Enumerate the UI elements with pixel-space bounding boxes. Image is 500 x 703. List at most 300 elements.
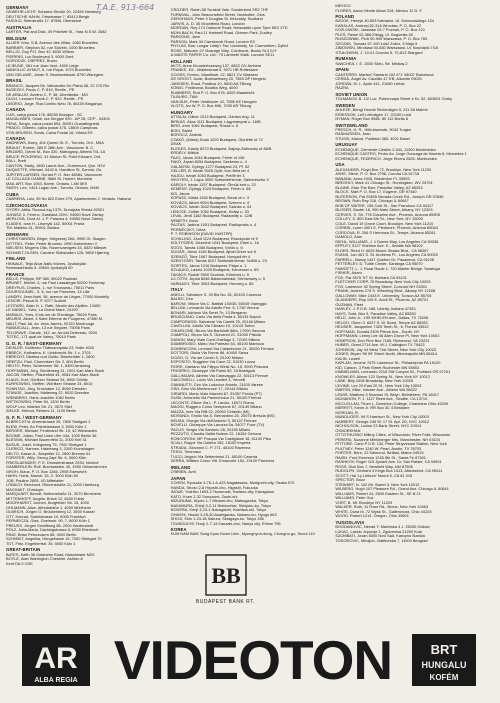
address-entry: SZOZAK, Tomasz 97-100 Łódź Zubrz, 3 Maja 5 bbox=[335, 40, 418, 46]
address-entry: MORGAN, R. bbox=[335, 409, 359, 415]
address-entry: TILBURG, TAM bbox=[170, 94, 198, 100]
country-heading: SOVIET UNION bbox=[335, 91, 368, 97]
address-entry: NEUSA, Giorgio Via dell'Antonio 3, 50122 Firenze bbox=[170, 417, 257, 423]
address-entry: DEISLER, Guillermo Thälmannplatz 23, Halle 4020 bbox=[6, 345, 95, 351]
address-entry: CIAMPOLI, Bruno Via S. Giovanni 21, 51000 Pistoia bbox=[170, 332, 261, 338]
address-entry: LARTER, Pat and Dick, 49 Pritchett St., Yass N.S.W. 2582 bbox=[6, 29, 107, 35]
address-entry: BIRKÁS, Ákos 1111 Budapest, Lágymányosi u. 16/B bbox=[170, 118, 261, 124]
address-entry: ECHENIQUE, Clemente Castillo 2.344, 11300 Montevideo bbox=[335, 146, 436, 152]
address-entry: BELLIO, Guy P.O. Box 42, 6030 Wilbon bbox=[6, 49, 75, 55]
address-entry: DIAMBROSIO, Mario Via Palestro 54, 46100 Mantova bbox=[170, 341, 264, 347]
address-entry: LEVAI, Jenő 1182 Budapest, Radziwitty u. 12/B bbox=[170, 213, 253, 219]
address-entry: MUNDLIGER, 94 S Harrison St., New York City 10003 bbox=[335, 414, 429, 420]
address-entry: AHLEZE, Bengt Hoovik Strömvägen 5, 211 56 Malmö bbox=[335, 107, 428, 113]
address-entry: OTTOTHUSNO Millery Cities, of Wisconsin, River Falls, Wisconsin bbox=[335, 432, 451, 438]
address-entry: SOÓS, Tamás 1056 Budapest, Vörös u. 6 bbox=[170, 244, 243, 250]
address-entry: KARALAS, Andrzej 52-316 Wrocław, P. O. Box 22 bbox=[335, 22, 422, 28]
address-entry: AKTS, Anne Kloosterhuizweg 137, 6822 GV Arnhem bbox=[170, 62, 262, 68]
address-entry: LUIS, caixa postal 176, 88330 Brusque - SC bbox=[6, 111, 83, 117]
address-entry: MOORHARDT, Jochen, Borgfelder Str. 15, 4000 bbox=[6, 500, 90, 506]
address-entry: DEAK bbox=[170, 141, 182, 147]
address-entry: XERRA, William Corso Vitt. Emanuele 154, 29100 Piacenza bbox=[170, 458, 275, 464]
address-entry: BLOCK, Mart P. O. Box 17, Eugene, OR 97440 bbox=[335, 189, 417, 195]
address-entry: CORDOVA, R. 206 S Hermosa St., Tempe, Arizona 85281 bbox=[335, 229, 436, 235]
address-entry: RUSZOWIAK, Piotr 00-900 Warszawa, P. O. Box 765 bbox=[335, 36, 428, 42]
address-entry: INOUE, Yoshiko 1693-2 Tsurumaki, Hadano-city, Kanagawa bbox=[170, 489, 274, 495]
address-entry: GAMBERLEIN, Rolf, Buchwaldstr. 40, 4950 Gelsenkirchen bbox=[6, 464, 107, 470]
address-entry: BULL, Brett bbox=[6, 158, 27, 164]
address-entry: BERGER, Michael, Ferdinand Str. 15, 42 Wiesbaden bbox=[6, 428, 98, 434]
column-1 bbox=[6, 4, 167, 564]
address-entry: CAVELLINI, Adolfo Via Cibrario 10, 10143 Torino bbox=[170, 323, 255, 329]
address-entry: GLANDERS, Roy 109 E. Anvil St., Phoenix, AZ 85701 bbox=[335, 297, 429, 303]
address-entry: PRADO, Gilberto, caixa postal 475, 13600 Campinas bbox=[6, 125, 98, 131]
column-3 bbox=[335, 4, 496, 564]
address-entry: KOVÁCS, Albert 9054 Budapest, Szerem u. 6 bbox=[170, 199, 250, 205]
country-heading: KOREA bbox=[170, 527, 187, 533]
sponsor-logo-row bbox=[18, 629, 488, 691]
address-entry: LUKAC, Laszlo Jzporcje 1, Zgubemsa 21250 Kula bbox=[335, 528, 422, 534]
address-entry: MITTENHOFF, Angela, Brück 12, 6400 Fulda bbox=[6, 495, 84, 501]
address-entry: STANGE, Joachim, Malteweg 22, 8020 Dresden bbox=[6, 390, 90, 396]
address-entry: CABRERA, Luis, 59 No 822 Entre 279, Apartamento 2, Vedado, Habana bbox=[6, 196, 131, 202]
address-entry: WILLIAMS, Peter Gra. bbox=[335, 495, 375, 501]
address-entry: FRIGERIO, Giuseppe Via Parini 50, 18 Bastigola bbox=[170, 368, 255, 374]
address-entry: BARONI, Vittore Via C. Battisti 130/30, 55049 Viareggio bbox=[170, 300, 267, 306]
address-entry: NYMAN, Roger Box 9086, 80 112 Borås 8 bbox=[335, 116, 408, 122]
address-entry: HOFFMANN, Jörg, Siedlerweg 31, 1901 Karl-Marx-Stadt bbox=[6, 367, 104, 373]
address-entry: WHITE, Dona M. 72 Wysk St., Gallenwood, Ohio 44103 bbox=[335, 508, 432, 514]
address-entry: CLERICO, Hannes, Halenweg 3, 2300 Kronshagen bbox=[6, 446, 95, 452]
address-entry: LÖBACH, Bernhard, Rinnenstraße 21, 2000 Hamburg bbox=[6, 482, 99, 488]
address-columns bbox=[6, 4, 496, 564]
country-heading: IRELAND bbox=[170, 464, 191, 470]
address-entry: MCCLELLAN, Thom L. Dominion College, Chambers Ohio 43209 bbox=[335, 400, 449, 406]
address-entry: LE COLLAGE DAMNÉ, 3660 St. Hubert, Montréal bbox=[6, 176, 93, 182]
address-entry: GREFZU, Paul, Chemnitzer Str. 2, 804 Berlin bbox=[6, 358, 84, 364]
address-entry: PORTER, Bern, 22 Salmond, Belfast, Maine 04915 bbox=[335, 450, 424, 456]
address-entry: SUGÁR, János 1146 Budapest, Ajtósi Dürer sor 6 bbox=[170, 249, 257, 255]
address-entry: TODOROVIC, Miroljub, Zlatiborska 7, 11000 Beograd bbox=[335, 537, 428, 543]
address-entry: BONARI, Adriano Via Seret 7b, 13 Bergamo bbox=[170, 309, 247, 315]
address-entry: MEXICO bbox=[335, 3, 351, 8]
address-entry: KATO, Koen 2-32 Sonozumi, Zushi-shi bbox=[170, 493, 238, 499]
address-entry: BOB OF WATER, 155 Cole St., San Francisco CA 94117 bbox=[335, 202, 434, 208]
address-entry: HAJDU, István 1053 Budapest, Petőfi tér 3 bbox=[170, 172, 245, 178]
address-entry: JUHASZ, Il. Ferenc, Gardlaká 20/VI, 94060 Nové Zámky bbox=[6, 211, 104, 217]
address-entry: MERLOVA, Dora Al. J. P. Palacka 4, 94050 Nové Zámky bbox=[6, 216, 104, 222]
address-entry: HAYS, Todd, Box 9, Paradise Valley, AZ 85253 bbox=[335, 310, 416, 316]
address-entry: FISHER, Adam bbox=[335, 270, 362, 276]
address-entry: JONES, Bryan '96 99' Street North, Minneapolis MN 55414 bbox=[335, 351, 437, 357]
address-entry: HINNALE, Teija Alvar Aalto Munes, Jyväskylän bbox=[6, 260, 87, 266]
address-entry: GYÖRY, Attila, Ruzova lúg 1370, Dunajská Streda 92901 bbox=[6, 207, 105, 213]
address-entry: PARSONS, Jane bbox=[170, 34, 201, 39]
address-entry: FLETCHER CORP, 76 Broadway, New York City 10003 bbox=[335, 279, 431, 285]
address-entry: LENCSE, Zoltán 1052 Budapest, Királyi u. 33 bbox=[170, 208, 249, 214]
address-entry: CROZIER, Robin 58 Tunstall Vale, Sunderland SR2 7HF bbox=[170, 7, 269, 12]
address-entry: TOTEC, 171 quai de Valmy, 75010 Paris bbox=[6, 334, 76, 340]
address-entry: DELTO, Kasse A., Abspeller 12, 2800 Bremen 61 bbox=[6, 450, 91, 456]
country-heading: BELGIUM bbox=[6, 35, 27, 41]
address-entry: TSUBOUCHI, Teruji 2-7-14 Kanzaki-cho, Nanyo city, Ehime 795 bbox=[170, 520, 281, 526]
address-entry: KLADEK, Ivan H., Litomyšl 142, 50001 Praha bbox=[6, 220, 85, 226]
address-entry: BUTERSON, Pat 20455 Nevada Creek Rd., Joseph OR 97846 bbox=[335, 193, 444, 199]
address-entry: PLEŚ, Pawel 02-366 Elbląg, Ul. Bogumiła 49 bbox=[335, 31, 413, 37]
address-entry: EBRECHT, Martina und Guido, Bösebrüder 1, 2800 bbox=[6, 354, 95, 360]
country-heading: BRASIL bbox=[6, 78, 23, 84]
hungalu-kofem-logo bbox=[410, 632, 478, 688]
address-entry: A WASTE PAPER Co. Ltd.: 75 Lambeth Walk, London SE11 bbox=[170, 52, 275, 57]
address-entry: GIANNUTTI, Ciro Via Ludovico Ariosto, 21100 Varese bbox=[170, 381, 264, 387]
country-heading: HUNGARY bbox=[170, 109, 193, 115]
address-entry: GUIDI, Antonella Via Pantechnion 21, 50100 Firenze bbox=[170, 395, 262, 401]
country-heading: HOLLAND bbox=[170, 58, 193, 64]
country-heading: GREAT-BRITAIN bbox=[6, 547, 41, 553]
address-entry: P. T. ROBINSON (DAVID HUNTER) bbox=[170, 231, 233, 237]
address-entry: FAJÓ, János 1044 Budapest, Fehér út 108 bbox=[170, 154, 245, 160]
address-entry: WIENBERG, Hans-Joachim 1062 Berlin bbox=[6, 394, 75, 400]
address-entry: TAKÁCS, Rudolf 3900 Szolnok, Kőmíves u. 5 bbox=[170, 271, 249, 277]
address-entry: PULTNEY, Peter 1240 W. Pearl, Austin, TX 78703 bbox=[335, 445, 422, 451]
country-heading: ITALY bbox=[170, 287, 183, 293]
address-entry: SZOMBATI, Jovan 5000 Novi Sad, Kanopta Stanića bbox=[335, 533, 425, 539]
address-entry: FAKÓ, Árpád 8054 Budapest, Szekeres u. 4 bbox=[170, 159, 247, 165]
address-entry: FARRELL, Nancy 1447 Quebec Dr, Pasadena, CA 91106 bbox=[335, 256, 434, 262]
address-entry: SCHMIDT-OLSEN, Caroline Skibshallen 126, 9800 Hjørring bbox=[6, 249, 109, 255]
address-entry: CHRISTIANSEN, Birger, Helgesvej 26A, 9990 Gl. Skagen bbox=[6, 236, 106, 242]
address-entry: STEWART, N. 102 Mt. Sweet 3, New York 10012 bbox=[335, 481, 420, 487]
videoton-logo: VIDEOTON bbox=[113, 629, 393, 691]
address-entry: CANTERRS, Marisol 'Santarin 102 6°1' 08007 Barcelona bbox=[335, 71, 434, 77]
address-entry: ESPOSITO, Ruggiero Via Cave 22, 51030 Lucca bbox=[170, 359, 256, 365]
address-entry: SCHMIDT, Angelika, Hüngstrasse 15, 7000 Stuttgart 70 bbox=[6, 536, 102, 542]
address-entry: HELD, John Jr., 199 WHELEN ave., Dallas, TX 75206 bbox=[335, 315, 429, 321]
address-entry: PÖLZ, Jutta-Maria, Dachingstrasse 8, 6930 Eberbach bbox=[6, 527, 99, 533]
address-entry: ECHENIQUE, FEDERICO, Jorge Rivera 2625, Montevideo bbox=[335, 155, 437, 161]
address-entry: DUQUETTE, Michael, 5442 A. Hamilton St, Sonnia, On. bbox=[6, 167, 103, 173]
address-entry: RAZRA bbox=[335, 85, 349, 91]
address-entry: SZIRTES, János 1016 Budapest, Pálya u. 1 bbox=[170, 262, 247, 268]
address-entry: MAIL ART, Box 1053, Barrie, Ontario, L4M 5E9 bbox=[6, 180, 87, 186]
address-entry: HAHN, Horst, Maxstr. 15, 2. 3000 Köln 60 bbox=[6, 473, 79, 479]
address-entry: RONCORONI, MP Pasqua Via Castigliane 16, 51100 Pisa bbox=[170, 435, 271, 441]
address-entry: CANTON, Marty, 1650 Laurie Ave., Outremont, Que. H2V bbox=[6, 162, 106, 168]
address-entry: BOYLE, Alan Warrington Cheshire, Ashton 8 bbox=[6, 556, 83, 562]
address-entry: LIBÓRIO, Jorge, Rua Coelho Neto 78, 86100 Bragança bbox=[6, 100, 102, 106]
address-entry: TESSI, Tommaso bbox=[170, 449, 201, 455]
address-entry: WITTKOWSKI, Peter 54, 1200 Berlin bbox=[6, 399, 70, 405]
address-entry: GIACOMELLI, Lucio Via Leontini 4, Vercelli bbox=[170, 377, 246, 383]
address-entry: KAPLAN, Jerome 7675 Lawrence St., Philadelphia PA 19120 bbox=[335, 360, 441, 366]
address-entry: CZAKÓ, (Mária) Dodo 1020 Budapest, Gloriette út 72 bbox=[170, 136, 263, 142]
address-entry: BLOSER, Buster 18, 990 Main Street, Albany, NY 12303 bbox=[335, 207, 433, 213]
address-entry: HELGO, Glenn 3. 8027 S. W. Borst, Tempe AZ 85283 bbox=[335, 319, 428, 325]
address-entry: GALLOWAY, Mike 1443 E. University, Tucson AZ 85705 bbox=[335, 292, 432, 298]
address-entry: KOVÁCS, István 3042 Budapest, Szánko u. 61 bbox=[170, 204, 252, 210]
address-entry: BALBO, Ciro bbox=[170, 296, 193, 302]
address-entry: HEUSER, Jacqueline 7325 Tenth St., 6, Florida 33612 bbox=[335, 324, 429, 330]
address-entry: GROH, Klaus, P. O. Box 1286, 2905 Edewecht bbox=[6, 468, 87, 474]
address-entry: FRIESLAENDER, P. E. Drosslerstrasse 2934, Neuhof bbox=[6, 459, 99, 465]
address-entry: GINI, Gino Via Montecroce 17, 20144 Milano bbox=[170, 386, 249, 392]
address-entry: ELDER, Reed H. 6025 Mount Shasta Blvd., CA 96067 bbox=[335, 247, 429, 253]
address-entry: JANSSEN, Ruud, Postbus 10, 5000 AA Tilburg bbox=[170, 80, 252, 86]
address-entry: DITTFIEL, Peter, Peder Bruunsv. 1990 København V bbox=[6, 240, 98, 246]
address-entry: LENOIR, Pascal B. P. 6077 Audroit bbox=[6, 298, 67, 304]
address-entry: BELLE, Philippe, BP 380, 59022 Roubaix bbox=[6, 275, 78, 281]
address-entry: HEGYESI, J. Lajos 3000 Székesfehérvár, Sárkeresztúr 3 bbox=[170, 177, 269, 183]
address-entry: VAN GELUWE, Johan S. Broekartstraat, 8790 Waregem bbox=[6, 71, 104, 77]
country-heading: USA bbox=[335, 162, 345, 168]
address-entry: BARBIER, Stephan 52, rue Sülvéin, 1000 Bruxelles bbox=[6, 44, 95, 50]
address-entry: PENA, Sergio, caixa postal 894, 80001 Guaratinguetá bbox=[6, 120, 100, 126]
address-entry: Kent DA 0 OXE bbox=[6, 560, 33, 566]
country-heading: SWEDEN bbox=[335, 102, 355, 108]
address-entry: STUŁOWSKI, J. 10-01 Gorzów 5, 70-813 Stargard bbox=[335, 49, 423, 55]
address-entry: UJ-TÓTH, Árpád 8046 Balatonalmádi, Vörösmarty u. 5 bbox=[170, 276, 265, 282]
country-heading: G. D. R. / EAST-GERMANY bbox=[6, 340, 63, 346]
country-heading: CZECHOSLOVAKIA bbox=[6, 202, 48, 208]
address-entry: VON BRUSEN, Sonia, Caixa Postal 16, Vitória ES bbox=[6, 129, 93, 135]
address-entry: TOT, Fritz, Engelbertstr. 39, 5000 Köln 1 bbox=[6, 540, 76, 546]
address-entry: OSNORKHAN bbox=[335, 427, 361, 433]
country-heading: YUGOSLAVIA bbox=[335, 519, 365, 525]
address-entry: VARNAGY, Tibor 3053 Budapest, Herczeg u. 85 bbox=[170, 280, 254, 286]
address-entry: ALBRECHT/d, Ahrenstrasse 25, 7800 Stuttgart 1 bbox=[6, 419, 91, 425]
address-entry: MACHAKT, Christoph bbox=[6, 486, 44, 492]
address-entry: SZLAUKO, László 1025 Budapest, Kemecsei u. 69 bbox=[170, 267, 259, 273]
address-entry: RING, Brian Petrusvaern 88, 4000 Berlin bbox=[6, 531, 77, 537]
address-entry: WOOD, Robert 1214, Oregon, Ohio 45601 bbox=[335, 513, 409, 519]
address-entry: FRANK, Andrew 278 S. Wheeling Blvd., Albany NY 12208 bbox=[335, 288, 436, 294]
country-heading: RUMANIA bbox=[335, 56, 357, 62]
address-entry: BOROCZ, András bbox=[170, 132, 202, 138]
address-entry: NEMETH, Ilona bbox=[170, 217, 198, 223]
address-entry: MAGGI, Ruggero Corso Sempione 67, 20149 Milano bbox=[170, 404, 262, 410]
address-entry: RUDOLPH, Gerhard 4 Kings Box 1413, Abbotsford, CA 95411 bbox=[335, 468, 443, 474]
address-entry: PHYLAS, Burr Lungar Lletty'r Twr, Llanboidy, Nr. Carmarthen, Dyfed bbox=[170, 43, 288, 48]
address-entry: BLAINE, Elan The Barr, Paradise Valley, AZ 85253 bbox=[335, 184, 423, 190]
address-entry: MIZUNUMA, Kiyoto 1-7 Minami-cho, Matsugaoka, Tokyo bbox=[170, 498, 269, 504]
address-entry: CORBIN, Loren 4001 E. Piedmont, Phoenix, Arizona 85044 bbox=[335, 225, 438, 231]
country-heading: GERMANY bbox=[6, 5, 29, 10]
address-entry: MARQUART, Berndt, Nelkenstraße 11, 3070 Bensheim bbox=[6, 491, 102, 497]
address-entry: FÖRSTER, Willy, Georg Zapf Str. 6, 5000 Köln bbox=[6, 455, 87, 461]
address-entry: JUPITER-LARSEN, Gerald P. O. Box 46584, Vancouver bbox=[6, 171, 103, 177]
address-entry: ROSE, Malcolm 22 Vicarage Way, Colnbrook, Bucks SL3 0JY bbox=[170, 47, 277, 53]
address-entry: TUCCI, Angelo Via Settembrini 21, 85100 Caserta bbox=[170, 453, 258, 459]
address-entry: KALIN, Lowell bbox=[335, 355, 360, 361]
country-heading: SPAIN bbox=[335, 67, 349, 73]
address-entry: BEEGHLY, Mark 41 Chicago St., Huntingdon, WV 25701 bbox=[335, 180, 433, 186]
address-entry: FAWCETT, L. J. Rural Route 1, 720 Mahler Bridge, Saratoga bbox=[335, 265, 440, 271]
address-entry: ECHENIQUE CASTRO, Pedro Av. Jorge Gonzaga de Haceta 8, Mercedes 1 bbox=[335, 151, 467, 157]
address-entry: KUM NAM BAIK Sung Kyun Kwan Univ., Myungnyun-dong, Chongno-gu, Seoul 110 bbox=[170, 531, 315, 537]
address-entry: WILLIAMS, Robert 24, 2500 Eastern St., SE ill 21 bbox=[335, 490, 421, 496]
address-entry: ZIELKE, Helmut, Reiners 11, 1100 Berlin bbox=[6, 408, 77, 414]
address-entry: DANON, Mary Viale Corsi Gaelago 3, 72100 Milano bbox=[170, 336, 260, 342]
address-entry: FIORE, Gaetano Via Filippo Winkl No. 15, 9000 Pescara bbox=[170, 363, 269, 369]
address-entry: KÁROLY, István 1157 Budapest, Ölmük kert u. 22 bbox=[170, 181, 256, 187]
address-entry: GIRARDI, Mario Viale Mazzini 67, 51057 Porcia (PT) bbox=[170, 390, 262, 396]
svg-text:ALBA REGIA: ALBA REGIA bbox=[34, 677, 78, 684]
address-entry: PERERA, Suzanne Mintzberger Mrs. Manchester, NH 03104 bbox=[335, 436, 441, 442]
address-entry: BLEW, Peter, An Paintelstrasse 3, 5000 Köln 1 bbox=[6, 423, 87, 429]
address-entry: LE DANIEL, Yves, La Grand Mare, 24190 bbox=[6, 307, 78, 313]
address-entry: PITTORE, Carlo P.O.B. 132, Peter Stuyvesant Station, New York bbox=[335, 441, 447, 447]
country-heading: CANADA bbox=[6, 107, 26, 113]
address-entry: MCMAHON, P. J. 1127 Reed Ave., Seattle, CA 13710 bbox=[335, 396, 428, 402]
address-entry: RAISH, Fred Emerson 1245 8th St., Santa Fe 87501 bbox=[335, 454, 426, 460]
address-entry: KOZLOWSKI, Jaroslaw 03-7 Poznań, P. O. Box 121 bbox=[335, 27, 426, 33]
address-entry: SMITH, Lee, 1424 Logan Ave., Toronto, Ontario, M4M bbox=[6, 185, 99, 191]
address-entry: MORANDI, Emilio Via S. Bernardino 25, 20075 Brescia (BS) bbox=[170, 413, 275, 419]
address-entry: TOLMANOV, B. 1/2 Loc. Poklonnaya Street 4 Kv. 52, 603001 Gorky bbox=[335, 96, 453, 102]
address-entry: EVANS, Jan 461 S. St. Andrews Pl., Los Angeles CA 90020 bbox=[335, 252, 439, 258]
address-entry: MÜHLBACH, Paul 11 Hartwell Road, Gtxwen Park, Dudley bbox=[170, 29, 272, 35]
address-entry: BRUNET, Michel, 4, rue Paul Lassalegal 92200 Fontenay bbox=[6, 280, 105, 286]
address-entry: DUCH, Leonard Frank C. P. 922, Recife - PE bbox=[6, 96, 84, 102]
address-entry: OHLMANN, Alice, Alfredstraße 1, 4000 Mühlheim bbox=[6, 504, 91, 510]
address-entry: OTT, Konrad, Sobelstrasse 10, 6000 Frankfurt bbox=[6, 513, 86, 519]
address-entry: WALKER, Ruth, 11 Ross Rd., Bronx, New York 10463 bbox=[335, 504, 429, 510]
address-entry: GERGHADS, Peter 3 Douglas St, Kirkcaldy, Scotland bbox=[170, 16, 263, 21]
address-entry: VORT, B. Mt. Brooklyn NY 11229 bbox=[335, 499, 393, 505]
address-entry: GELLÉR, B. István 9025 Győr, Kun Béla tér 4 bbox=[170, 168, 250, 174]
address-entry: PREUSS, Jürgen Schriftweg 85, 2000 Harderstadt bbox=[6, 522, 93, 528]
svg-text:BB: BB bbox=[210, 563, 241, 588]
address-entry: DOTTORI, Giulia Via Fiume 88, 40400 Siena bbox=[170, 350, 249, 356]
address-entry: FURNIVAL, John Beaconsfield Street, Newbottle, Glos. bbox=[170, 11, 266, 17]
address-entry: MERRITT, Kevin Jr. RR Box 3C 4 Brisbane bbox=[335, 405, 410, 411]
address-entry: NARBERT, George 249 W. 17 St. Apt. 2D, NYC 10012 bbox=[335, 418, 430, 424]
address-entry: SONNTAG, Jörg, Kroshaker 12, 8060 Dresden bbox=[6, 385, 87, 391]
address-entry: CAMPORASSI, Salvatore Via Caretti 25, 20148 Milano bbox=[170, 318, 266, 324]
sponsor-logo bbox=[178, 553, 273, 619]
address-entry: HOMPSON, Don Pine Box 7185, Richmond, VA 23221 bbox=[335, 337, 430, 343]
address-entry: OHASHI, Haruki 3-25-40 Asahigaoka, Nakano-ku, Hyogo 663 bbox=[170, 511, 277, 517]
address-entry: BUSUS, Josef, Kriegsweg 79, 7000 Stuttgart 1 bbox=[6, 441, 87, 447]
address-entry: BANANA, Anna 1945, Bradenton FL 33505 bbox=[335, 175, 410, 181]
address-entry: NANKILLIC AYMUT, 5, rue Royal, 1070 Bruxelles bbox=[6, 67, 91, 73]
address-entry: COLLEY, S. 800 East 6th St., New York, NY 10009 bbox=[335, 216, 423, 222]
country-heading: SWITZERLAND bbox=[335, 122, 368, 128]
address-entry: HOFFMANN, Lenny Lee 46 Allen Grove Pl, New York 10003 bbox=[335, 333, 440, 339]
address-entry: FOX, Lawrence 30 Spring Street, Concord NH 03301 bbox=[335, 283, 428, 289]
svg-text:BRT: BRT bbox=[430, 642, 458, 657]
address-entry: ALLIER Yves, S.B. Avenue des Villas, 1060 Bruxelles bbox=[6, 40, 98, 46]
svg-text:AR: AR bbox=[34, 642, 78, 675]
address-entry: CHIARLONE, Bruno Via Bartolotti 88/a, 17000 Savona bbox=[170, 327, 265, 333]
address-entry: NAUT, Paul Jal. Av. Jean Jaurès, 92120 Montrouge bbox=[6, 320, 95, 326]
address-entry: GALÁNTAI, György 1277 Budapest 23, Pf. 52 bbox=[170, 163, 250, 169]
address-entry: ATTALAI, Gábor 1013 Budapest, Gárdos ring. 11 bbox=[170, 114, 255, 120]
address-entry: RABASCALL, Jean, 13 rue Séguier, 75006 Paris bbox=[6, 325, 90, 331]
address-entry: FRANKE, Ed., Ullakinstraat 6, 3071 HB Rotterdam bbox=[170, 67, 258, 73]
address-entry: MAGALHÃES, Odair, rua Sergipe 920 - AP 26, CEP - 04303 bbox=[6, 116, 110, 122]
address-entry: VLOTS, Ivo W. P. O. Box 696, 7000 AR Tilburg bbox=[170, 103, 252, 109]
country-heading: CUBA bbox=[6, 191, 19, 197]
address-entry: PAJTAS, Jadrius 1051 Budapest, Radiópusta u. 4 bbox=[170, 222, 257, 228]
address-entry: LEVINE, Lev 20 East 20 St., New York City 10003 bbox=[335, 382, 422, 388]
address-entry: GALLINGANI, Alberto Via Caravaggio 22, 50113 Firenze bbox=[170, 372, 269, 378]
country-heading: FINLAND bbox=[6, 256, 26, 262]
address-entry: COHEN, Ryosuke 3-76-1 A-423 Nagatasuka, Moriguchi-city, Osaka 570 bbox=[170, 480, 295, 486]
address-entry: NOVELLI, Giuseppe Via Laruzza 5a, 34077 Foce (TV) bbox=[170, 422, 265, 428]
address-entry: MARAUX, Yves, 8 bis rue de l'Ermitage, 78620 Paris bbox=[6, 311, 97, 317]
address-entry: SANCHEA, I. E. 2400 Sibiu, Str. Mediaş 2 bbox=[335, 60, 408, 66]
address-entry: PERNEICZA, Gisa, Goelmstr. 90, 7, 8000 Köln 1 bbox=[6, 518, 90, 524]
address-entry: KOPASZ, Márta 1165 Budapest, Bóvai út u. 3 bbox=[170, 195, 250, 201]
address-entry: FOX, Pat 3575 '97' St. Barbara CA 93101 bbox=[335, 274, 407, 280]
address-entry: JARVIS, A. D. 30 Mountfield Road, London bbox=[170, 20, 245, 26]
address-entry: JACOB, Steffen, Pfauenfeld 44, 9054 Karl-Marx-Stadt bbox=[6, 372, 99, 378]
address-entry: MORGAN, Roy 174 Osborne Road, Newcastle upon Tyne NE2 2TD bbox=[170, 25, 288, 30]
address-entry: CERDÁ, Ángel Av. Caudillo 47 5'B, Alicante 03001 bbox=[335, 76, 423, 82]
address-entry: KIMMELMAN, Leonardo 2218 SW Canyon Bl., Portland OR 97201 bbox=[335, 369, 451, 375]
address-entry: MARTIN, Mike, Volcker Ave., Athens WA 98322 bbox=[335, 387, 418, 393]
address-entry: GORODZK, DIEPREZ, Bruno bbox=[6, 58, 58, 64]
address-entry: LEJEUNE, 361 rue Jean Vent, 4000 Liège bbox=[6, 62, 79, 68]
address-entry: ERIKSSON, Leif Lolhvägen 17, 22100 Lund bbox=[335, 111, 412, 117]
address-entry: SCALI, Ruppe Via Galiera 150, 18100 Imperia bbox=[170, 440, 251, 446]
address-entry: STUSSI, Marcel, Postfach 365, 4021 Basel bbox=[335, 135, 410, 141]
svg-text:KOFÉM: KOFÉM bbox=[429, 673, 459, 682]
country-heading: AUSTRALIA bbox=[6, 24, 32, 30]
address-entry: O'BRIEN, Avril bbox=[170, 469, 196, 475]
address-entry: FETTERLEY, D. Tuttle Center, Saratoga CA 95070 bbox=[335, 261, 423, 267]
address-entry: CERVES, S. Sh. 778 Claudine Ave., Phoenix, Arizona 85305 bbox=[335, 211, 440, 217]
address-entry: NAKAMURA, Shinji 3-2-11 Nishiochiai, Shinjuku-ku, Tokyo bbox=[170, 502, 272, 508]
address-entry: FIERENS, Luc Boulevard 3, 9000 Gent bbox=[6, 53, 74, 59]
address-entry: TELGRAVE, Claude, 142, av. Arnold Deleveau, 9200 bbox=[6, 329, 98, 335]
address-entry: GUZMAN, Fleet bbox=[335, 301, 364, 307]
address-entry: STRADA, Giovanni C. P. 271, 48100 Ravenna bbox=[170, 444, 251, 450]
address-entry: NIELSEN, Mogens Otto, Rosenvaengets 43, 8320 Mårslet bbox=[6, 245, 107, 251]
address-entry: DEUTSCHE HAHN, Ortsstrasse 7, 83413 Bergb. bbox=[6, 13, 91, 19]
country-heading: CANADA bbox=[6, 136, 26, 142]
address-entry: BLESSIN, Michael Bauernfeld 11, 2000 Kiel 31 bbox=[6, 437, 87, 443]
address-entry: ROSS, Dick Box 7, Newfield Way, NM 87505 bbox=[335, 463, 413, 469]
address-entry: NODERA, Kenji 3-23-1 Nakagaichi, Kashiwa-shi, Tokyo bbox=[170, 507, 267, 513]
address-entry: BRIZARD, Derek M., Box 320, Mahogany, Alberta T0L 1A bbox=[6, 149, 106, 155]
address-entry: LANDRY, Jean-Noël, 56, avenue de Lièges, 77000 Montelly bbox=[6, 293, 110, 299]
address-entry: PERNÉCZKY, Géza bbox=[170, 226, 206, 232]
address-entry: EPPLEY, 5127 Sheldon Ave. E., Seattle WA 98102 bbox=[335, 243, 423, 249]
address-entry: KEMÉNY, György 1024 Budapest, Fehér u. 86 bbox=[170, 186, 251, 192]
address-entry: FRESCH, H. R., Hiltruhwende, 9043 Trogen bbox=[335, 126, 412, 132]
address-entry: FASOLD, Steinstraße 17, 87561 Oberstdorf bbox=[6, 18, 82, 24]
address-entry: BATES, Keith 36 Goldrams Road, Manchester M20 bbox=[6, 551, 95, 557]
address-entry: JOHNSON, Jay 44 West 71st Street, New York City 10023 bbox=[335, 346, 437, 352]
address-entry: JOB, Pauline 2805, 4O Mittelalter bbox=[6, 477, 64, 483]
address-entry: BUSEZKY, Paulo C. P. 819, Recife - PE bbox=[6, 87, 75, 93]
address-entry: JORDÁN, M. L. Apdo 441, 21080 Lérida bbox=[335, 80, 405, 86]
address-entry: BIRÓ, Imre 1061 Budapest, Rózsa u. 8 bbox=[170, 123, 239, 129]
address-entry: LEWIS, Matthew 3 Seaman St. Bklyn, Bethlehem, PA 18017 bbox=[335, 391, 440, 397]
address-entry: LANE, Billy 2408 Broadway, New York 10025 bbox=[335, 378, 414, 384]
address-entry: COLE, David 19 Grove Court, Brooklyn, New York 11210 bbox=[335, 220, 434, 226]
address-entry: BRUCE PICKERING, 41 Marion St. Point Edward, Ont. bbox=[6, 153, 102, 159]
address-entry: DREYFUS, Charles, 1, rue Trousseau, 75011 Paris bbox=[6, 284, 95, 290]
svg-text:HUNGALU: HUNGALU bbox=[421, 660, 467, 670]
country-heading: FRANCE bbox=[6, 271, 25, 277]
address-entry: VAN DIJK, Peter Veldhuizer 42, 7555 KE Hengelo bbox=[170, 98, 257, 104]
address-entry: RASMUSSEN, Jean bbox=[335, 131, 371, 137]
address-entry: PEZZUTO, Claudia Salita Nolese 22, 16154 Genova bbox=[170, 431, 262, 437]
column-2 bbox=[171, 4, 332, 564]
